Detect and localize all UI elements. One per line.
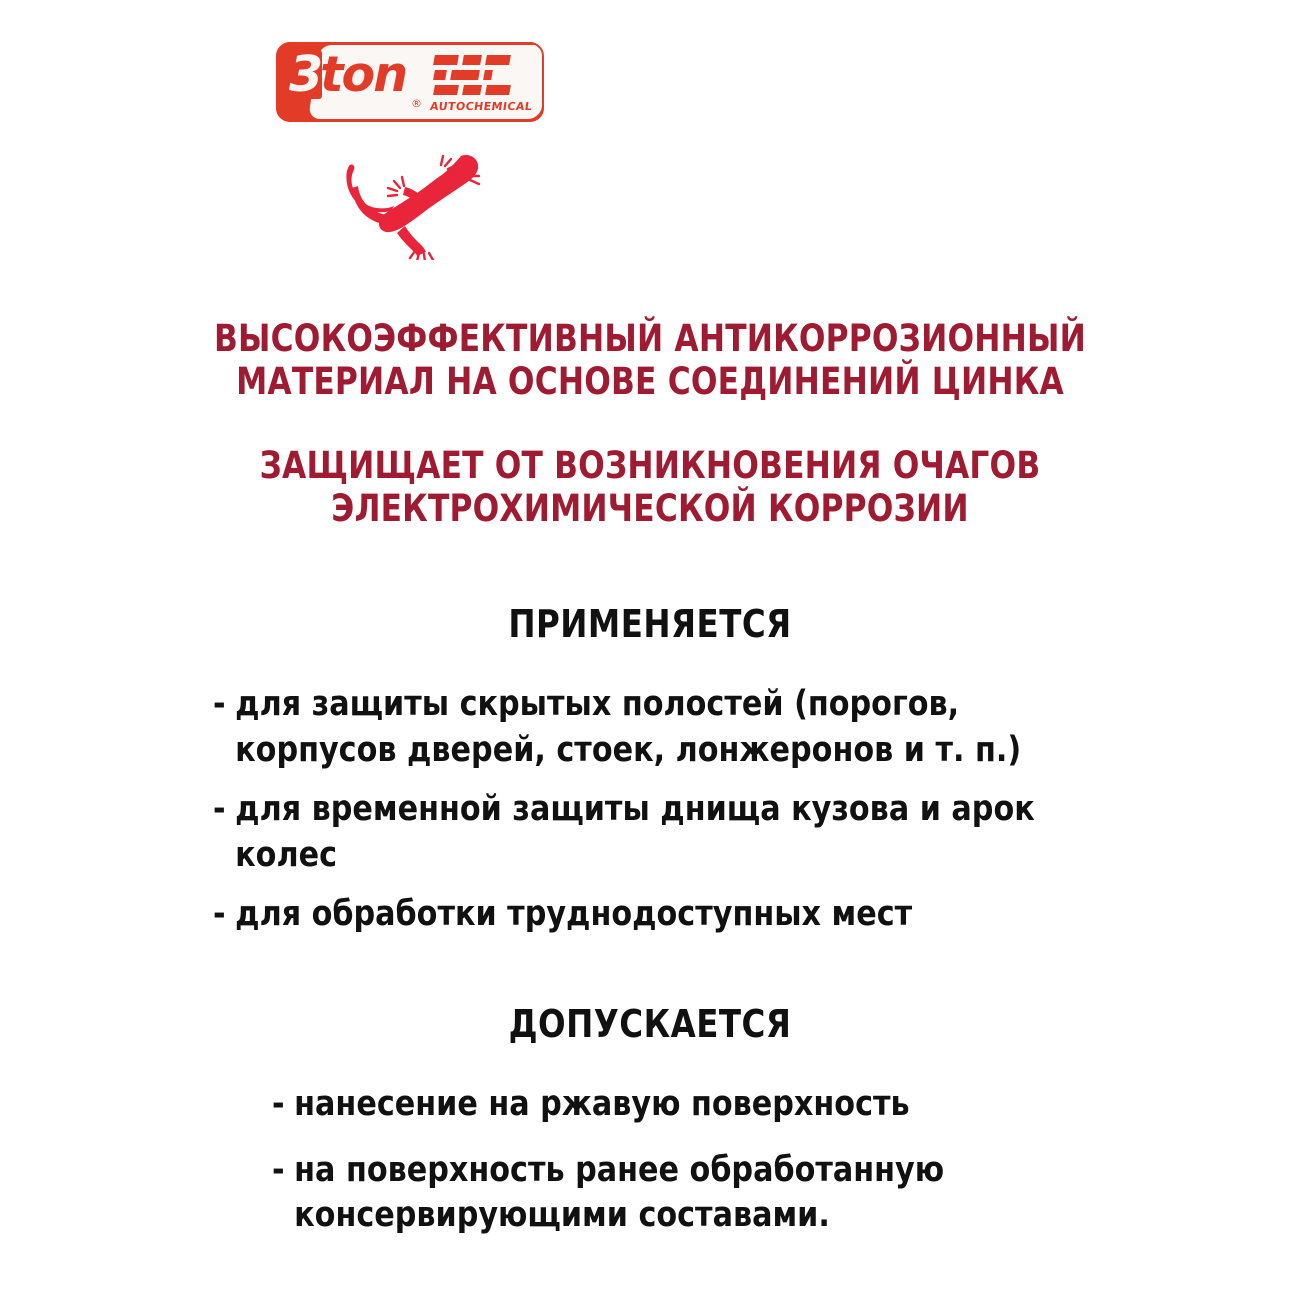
secondary-headline (39, 445, 1261, 530)
pattern-cell (433, 85, 459, 95)
logo-word: ton (320, 46, 407, 103)
allowed-usage-list (0, 1082, 1300, 1239)
secondary-headline-line-2: ЭЛЕКТРОХИМИЧЕСКОЙ КОРРОЗИИ (331, 486, 969, 530)
bullet-marker-icon: - (272, 1084, 285, 1124)
3ton-logo (276, 42, 544, 122)
section-allowed (0, 1002, 1300, 1259)
applied-usage-list (0, 682, 1300, 938)
pattern-cell (450, 70, 480, 80)
list-item-text: для временной защиты днища кузова и арок колес (235, 789, 1035, 875)
pattern-cell (462, 85, 482, 95)
logo-block-pattern-icon (434, 55, 530, 95)
primary-headline-line-1: ВЫСОКОЭФФЕКТИВНЫЙ АНТИКОРРОЗИОННЫЙ (214, 317, 1086, 360)
secondary-headline-line-1: ЗАЩИЩАЕТ ОТ ВОЗНИКНОВЕНИЯ ОЧАГОВ (259, 444, 1041, 488)
list-item (272, 1148, 1038, 1239)
bullet-marker-icon: - (213, 894, 226, 934)
gecko-mascot-icon (335, 148, 485, 260)
pattern-cell (433, 55, 459, 65)
pattern-cell (462, 55, 482, 65)
pattern-cell (485, 55, 511, 65)
bullet-marker-icon: - (213, 684, 226, 724)
primary-headline (39, 318, 1261, 403)
pattern-cell (485, 85, 511, 95)
list-item-text: для защиты скрытых полостей (порогов, корпусов дверей, стоек, лонжеронов и т. п.) (235, 684, 1022, 770)
headline-group (0, 318, 1300, 530)
primary-headline-line-2: МАТЕРИАЛ НА ОСНОВЕ СОЕДИНЕНИЙ ЦИНКА (236, 359, 1064, 403)
section-applied (0, 602, 1300, 952)
list-item-text: для обработки труднодоступных мест (235, 894, 913, 934)
logo-wordmark (286, 46, 407, 103)
section-applied-title: ПРИМЕНЯЕТСЯ (508, 602, 792, 646)
pattern-cell (433, 70, 447, 80)
list-item (213, 892, 1084, 938)
list-item (213, 682, 1084, 773)
brand-block (0, 42, 820, 260)
registered-trademark-icon: ® (411, 97, 422, 110)
list-item-text: нанесение на ржавую поверхность (294, 1084, 910, 1124)
list-item (213, 787, 1084, 878)
pattern-cell (483, 70, 493, 80)
list-item-text: на поверхность ранее обработанную консервирующими составами. (294, 1149, 945, 1235)
logo-caption: AUTOCHEMICAL (428, 100, 533, 113)
list-item (272, 1082, 1038, 1128)
bullet-marker-icon: - (272, 1149, 285, 1190)
bullet-marker-icon: - (213, 789, 226, 829)
logo-digit: 3 (286, 50, 322, 99)
section-allowed-title: ДОПУСКАЕТСЯ (508, 1002, 792, 1046)
